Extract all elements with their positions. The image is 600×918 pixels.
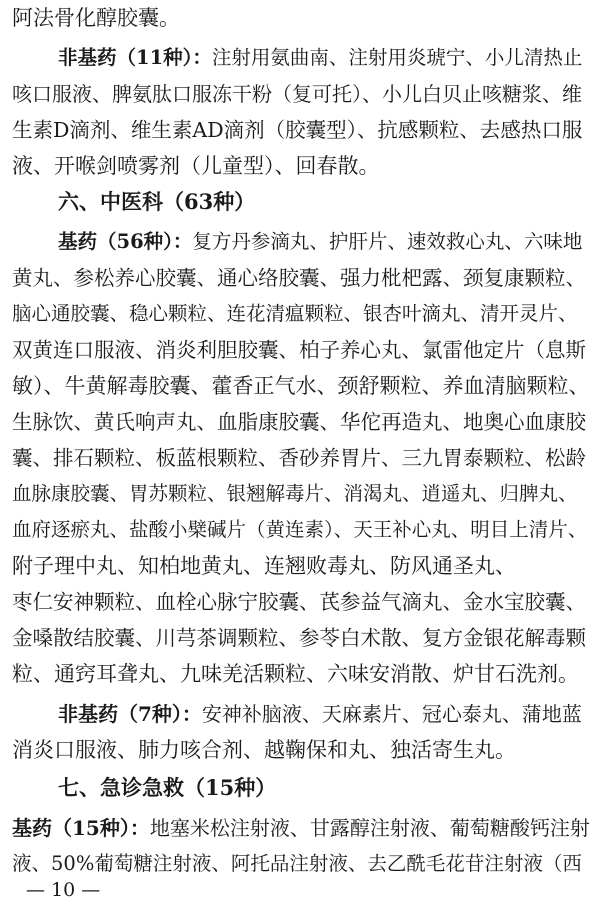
line-text: 生脉饮、黄氏响声丸、血脂康胶囊、华佗再造丸、地奥心血康胶	[12, 410, 586, 434]
text-line	[12, 584, 586, 620]
line-text: 地塞米松注射液、甘露醇注射液、葡萄糖酸钙注射	[149, 816, 590, 840]
line-text: 双黄连口服液、消炎利胆胶囊、柏子养心丸、氯雷他定片（息斯	[12, 338, 586, 362]
text-line	[58, 40, 582, 76]
section-heading	[58, 770, 276, 806]
line-text: 附子理中丸、知柏地黄丸、连翘败毒丸、防风通圣丸、	[12, 554, 516, 578]
line-text: 液、开喉剑喷雾剂（儿童型）、回春散。	[12, 154, 380, 178]
text-line	[12, 296, 578, 332]
line-text: 血脉康胶囊、胃苏颗粒、银翘解毒片、消渴丸、逍遥丸、归脾丸、	[12, 482, 578, 505]
category-label: 非基药（11种）：	[58, 46, 212, 69]
text-line	[12, 260, 586, 296]
text-line	[12, 810, 590, 846]
line-text: 安神补脑液、天麻素片、冠心泰丸、蒲地蓝	[201, 702, 582, 726]
text-line	[12, 732, 516, 768]
section-heading-text: 六、中医科（63种）	[58, 189, 256, 214]
category-label: 基药（15种）：	[12, 816, 150, 840]
text-line	[12, 476, 578, 512]
text-line	[12, 656, 579, 692]
text-line	[12, 404, 586, 440]
section-heading	[58, 184, 255, 220]
text-line	[12, 112, 582, 148]
text-line	[58, 224, 582, 260]
line-text: 金嗓散结胶囊、川芎茶调颗粒、参苓白术散、复方金银花解毒颗	[12, 626, 586, 650]
line-text: 血府逐瘀丸、盐酸小檗碱片（黄连素）、天王补心丸、明目上清片、	[12, 518, 588, 541]
text-line	[12, 148, 380, 184]
line-text: 液、50%葡萄糖注射液、阿托品注射液、去乙酰毛花苷注射液（西	[12, 852, 582, 875]
line-text: 阿法骨化醇胶囊。	[12, 6, 180, 30]
line-text: 复方丹参滴丸、护肝片、速效救心丸、六味地	[192, 230, 583, 253]
text-line	[12, 0, 180, 36]
line-text: 粒、通窍耳聋丸、九味羌活颗粒、六味安消散、炉甘石洗剂。	[12, 662, 579, 686]
category-label: 非基药（7种）：	[58, 702, 202, 726]
line-text: 敏）、牛黄解毒胶囊、藿香正气水、颈舒颗粒、养血清脑颗粒、	[12, 374, 590, 398]
text-line	[12, 440, 586, 476]
line-text: 枣仁安神颗粒、血栓心脉宁胶囊、芪参益气滴丸、金水宝胶囊、	[12, 590, 586, 614]
line-text: 囊、排石颗粒、板蓝根颗粒、香砂养胃片、三九胃泰颗粒、松龄	[12, 446, 586, 470]
line-text: 脑心通胶囊、稳心颗粒、连花清瘟颗粒、银杏叶滴丸、清开灵片、	[12, 302, 578, 325]
page-number: — 10 —	[26, 879, 101, 901]
text-line	[12, 548, 516, 584]
section-heading-text: 七、急诊急救（15种）	[58, 775, 277, 800]
text-line	[12, 368, 590, 404]
text-line	[58, 696, 582, 732]
line-text: 生素D滴剂、维生素AD滴剂（胶囊型）、抗感颗粒、去感热口服	[12, 118, 583, 142]
text-line	[12, 512, 587, 548]
line-text: 咳口服液、脾氨肽口服冻干粉（复可托）、小儿白贝止咳糖浆、维	[12, 82, 582, 106]
line-text: 消炎口服液、肺力咳合剂、越鞠保和丸、独活寄生丸。	[12, 738, 516, 762]
text-line	[12, 76, 582, 112]
text-line	[12, 332, 586, 368]
line-text: 注射用氨曲南、注射用炎琥宁、小儿清热止	[211, 46, 583, 69]
text-line	[12, 620, 586, 656]
line-text: 黄丸、参松养心胶囊、通心络胶囊、强力枇杷露、颈复康颗粒、	[12, 266, 586, 290]
category-label: 基药（56种）：	[58, 230, 193, 253]
